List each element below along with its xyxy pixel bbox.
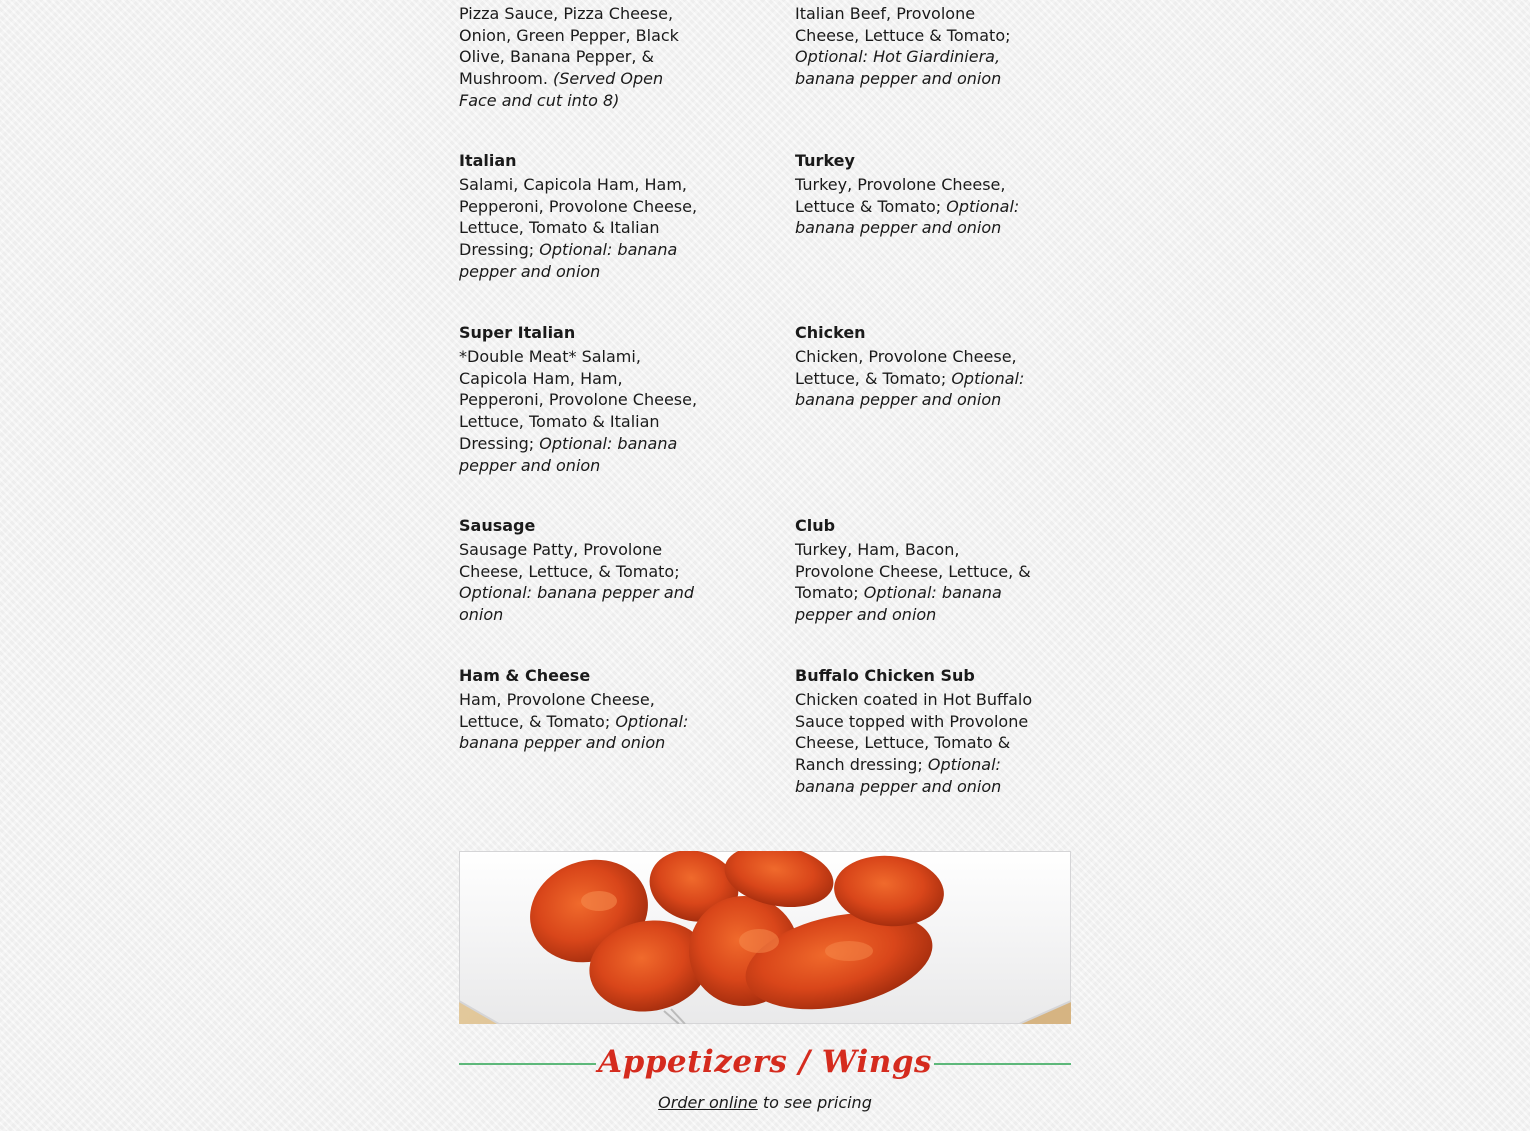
item-title: Super Italian — [459, 323, 576, 342]
menu-item-ham-cheese — [459, 665, 699, 754]
item-title: Club — [795, 516, 836, 535]
heading-rule-right — [934, 1063, 1071, 1065]
order-online-line — [459, 1093, 1071, 1112]
item-title: Italian — [459, 151, 517, 170]
item-title: Sausage — [459, 516, 536, 535]
item-description: Italian Beef, Provolone Cheese, Lettuce & Tomato; Optional: Hot Giardiniera, banana pepper and onion — [795, 4, 1011, 89]
menu-item-chicken — [795, 322, 1035, 411]
section-title: Appetizers / Wings — [598, 1044, 932, 1080]
menu-item-buffalo-chicken-sub — [795, 665, 1035, 798]
item-title: Ham & Cheese — [459, 666, 591, 685]
order-online-suffix: to see pricing — [762, 1093, 872, 1112]
item-description: Chicken coated in Hot Buffalo Sauce topped with Provolone Cheese, Lettuce, Tomato & Ranch dressing; Optional: banana pepper and onion — [795, 690, 1033, 796]
order-online-link[interactable]: Order online — [658, 1093, 758, 1112]
item-description: Turkey, Provolone Cheese, Lettuce & Tomato; Optional: banana pepper and onion — [795, 175, 1020, 238]
item-description: Sausage Patty, Provolone Cheese, Lettuce, & Tomato; Optional: banana pepper and onion — [459, 540, 694, 625]
item-title: Turkey — [795, 151, 855, 170]
menu-item-super-italian — [459, 322, 699, 476]
item-description: Ham, Provolone Cheese, Lettuce, & Tomato; Optional: banana pepper and onion — [459, 690, 689, 753]
wings-illustration — [459, 851, 1071, 1024]
item-description: Pizza Sauce, Pizza Cheese, Onion, Green Pepper, Black Olive, Banana Pepper, & Mushroom. (Served Open Face and cut into 8) — [459, 4, 679, 110]
item-description: Turkey, Ham, Bacon, Provolone Cheese, Lettuce, & Tomato; Optional: banana pepper and onion — [795, 540, 1031, 625]
item-title: Buffalo Chicken Sub — [795, 666, 975, 685]
appetizers-wings-heading — [459, 1040, 1071, 1088]
menu-item-italian — [459, 150, 699, 283]
item-title: Chicken — [795, 323, 866, 342]
menu-item-sausage — [459, 515, 699, 626]
menu-item-veggie — [459, 3, 699, 112]
item-description: Chicken, Provolone Cheese, Lettuce, & Tomato; Optional: banana pepper and onion — [795, 347, 1025, 410]
item-description: Salami, Capicola Ham, Ham, Pepperoni, Provolone Cheese, Lettuce, Tomato & Italian Dressing; Optional: banana pepper and onion — [459, 175, 698, 281]
menu-item-turkey — [795, 150, 1035, 239]
menu-item-italian-beef — [795, 3, 1035, 90]
menu-item-club — [795, 515, 1035, 626]
wings-photo — [459, 851, 1071, 1024]
item-description: *Double Meat* Salami, Capicola Ham, Ham, Pepperoni, Provolone Cheese, Lettuce, Tomato & Italian Dressing; Optional: banana pepper and onion — [459, 347, 698, 475]
